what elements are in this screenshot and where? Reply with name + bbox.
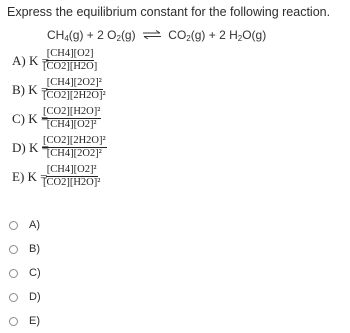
choice-c[interactable] [9, 261, 41, 285]
reactant-o2: (g) + 2 O [68, 28, 117, 42]
radio-button-icon[interactable] [9, 269, 18, 278]
choice-label[interactable]: D) [29, 291, 41, 303]
radio-button-icon[interactable] [9, 221, 18, 230]
option-b [12, 75, 107, 104]
denominator: [CO2][H2O]² [43, 177, 101, 188]
option-a [12, 46, 107, 75]
denominator: [CO2][H2O] [43, 61, 98, 72]
option-label: A) K = [12, 52, 49, 68]
radio-choice-group [9, 213, 41, 333]
option-label: D) K = [12, 139, 49, 155]
numerator: [CH4][O2]² [46, 164, 97, 175]
choice-label[interactable]: B) [29, 243, 40, 255]
option-label: E) K = [12, 168, 48, 184]
subscript: 4 [64, 34, 69, 43]
fraction [42, 48, 98, 73]
choice-a[interactable] [9, 213, 41, 237]
option-e [12, 162, 107, 191]
choice-e[interactable] [9, 309, 41, 333]
choice-label[interactable]: E) [29, 315, 40, 327]
subscript: 2 [186, 34, 191, 43]
option-label: C) K = [12, 110, 49, 126]
answer-options-list [12, 46, 107, 191]
product-h2o: (g) + 2 H [190, 28, 238, 42]
fraction [42, 106, 101, 131]
option-c [12, 104, 107, 133]
choice-label[interactable]: C) [29, 267, 41, 279]
option-label: B) K = [12, 81, 49, 97]
choice-d[interactable] [9, 285, 41, 309]
numerator: [CO2][2H2O]² [43, 135, 106, 146]
question-prompt: Express the equilibrium constant for the following reaction. [7, 5, 331, 19]
denominator: [CH4][2O2]² [46, 148, 102, 159]
numerator: [CH4][O2] [46, 48, 94, 59]
reactant-state: (g) [120, 28, 136, 42]
reaction-equation [47, 28, 266, 43]
radio-button-icon[interactable] [9, 245, 18, 254]
denominator: [CH4][O2]² [46, 119, 97, 130]
radio-button-icon[interactable] [9, 293, 18, 302]
fraction [42, 77, 107, 102]
subscript: 2 [116, 34, 121, 43]
numerator: [CH4][2O2]² [46, 77, 102, 88]
fraction [42, 164, 101, 189]
product-co2: CO [168, 28, 187, 42]
equilibrium-arrow-icon [142, 30, 162, 39]
denominator: [CO2][2H2O]² [43, 90, 106, 101]
radio-button-icon[interactable] [9, 317, 18, 326]
fraction [42, 135, 107, 160]
numerator: [CO2][H2O]² [43, 106, 101, 117]
subscript: 2 [237, 34, 243, 43]
option-d [12, 133, 107, 162]
product-state: O(g) [242, 28, 267, 42]
choice-b[interactable] [9, 237, 41, 261]
reactant-ch4: CH [47, 28, 65, 42]
choice-label[interactable]: A) [29, 219, 40, 231]
